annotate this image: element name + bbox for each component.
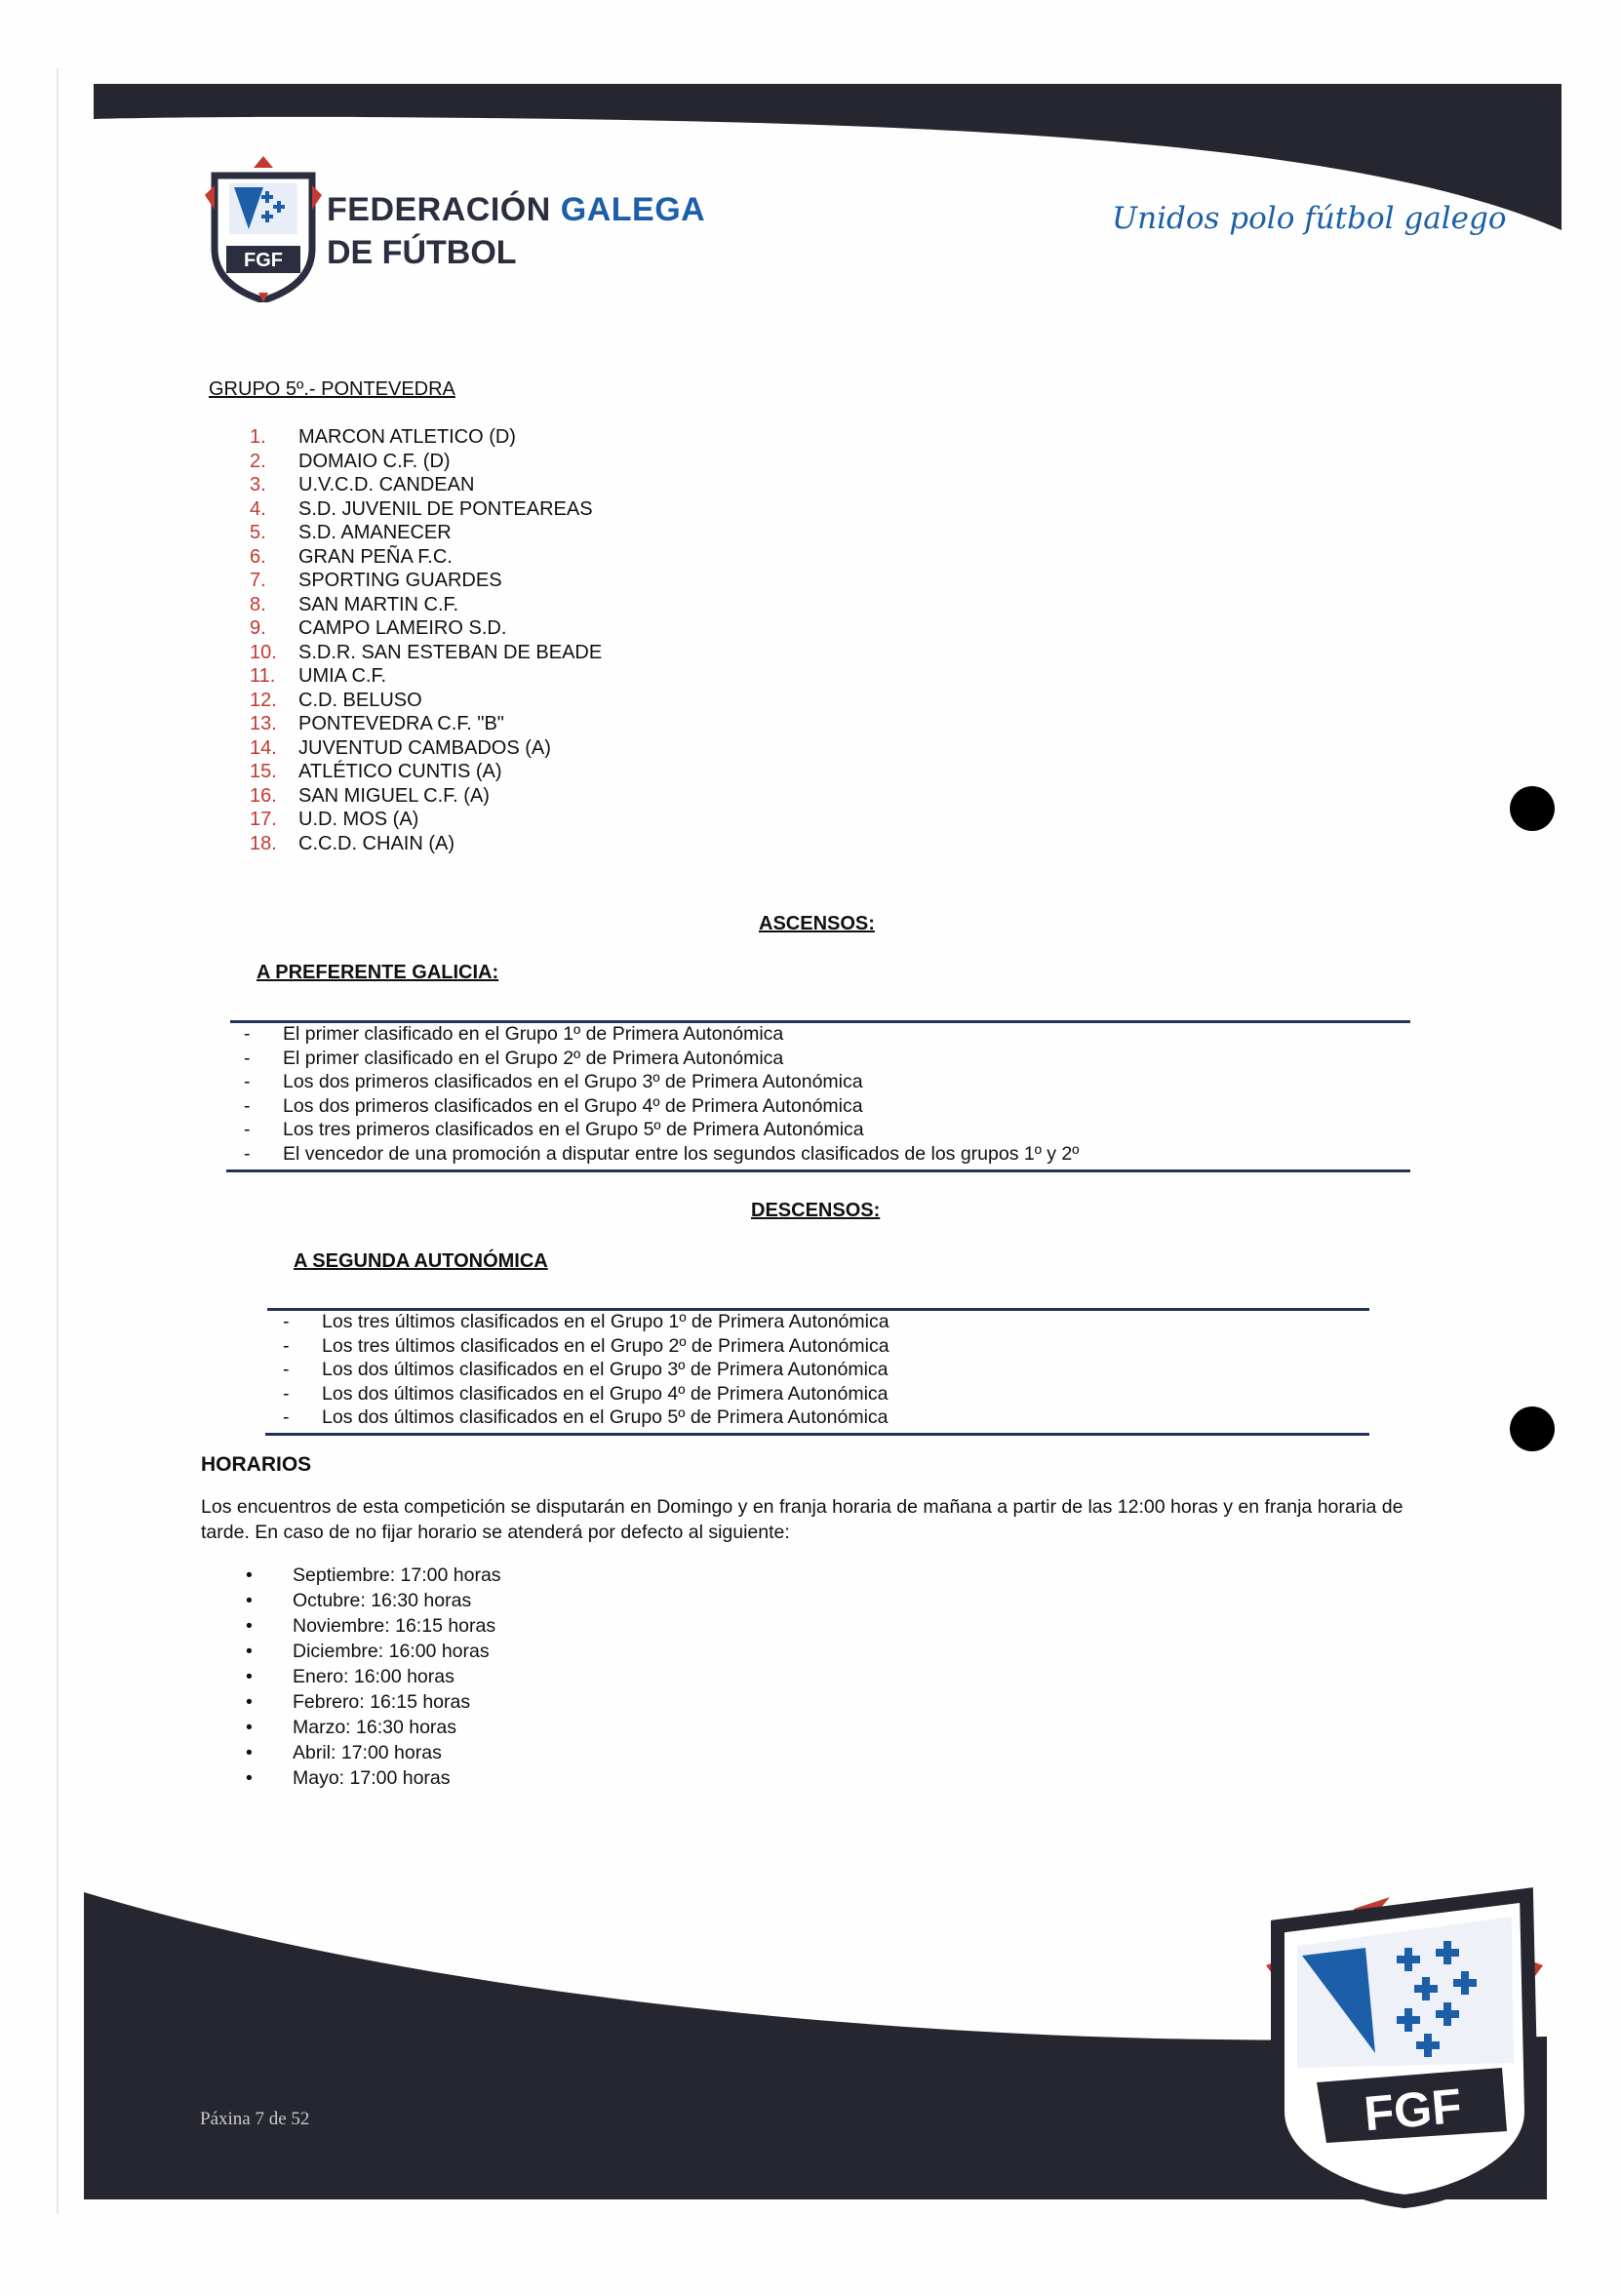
descenso-text: Los dos últimos clasificados en el Grupo 4º de Primera Autonómica — [322, 1382, 889, 1405]
dash-marker: - — [283, 1311, 290, 1332]
descenso-item — [283, 1310, 890, 1334]
horarios-paragraph: Los encuentros de esta competición se disputarán en Domingo y en franja horaria de mañana a partir de las 12:00 horas y en franja horaria de tarde. En caso de no fijar horario se atenderá por defecto al siguiente: — [201, 1496, 1404, 1543]
team-row — [250, 784, 602, 809]
bullet-marker: • — [246, 1666, 253, 1687]
team-name: JUVENTUD CAMBADOS (A) — [298, 736, 551, 759]
horario-item — [246, 1740, 501, 1765]
team-name: MARCON ATLETICO (D) — [298, 426, 516, 448]
brand-word-federacion: FEDERACIÓN — [327, 191, 551, 228]
ascensos-bottom-rule — [226, 1169, 1410, 1172]
brand-name-line1 — [327, 193, 705, 226]
horario-text: Mayo: 17:00 horas — [293, 1767, 451, 1789]
dash-marker: - — [244, 1094, 251, 1117]
team-number: 15. — [250, 761, 277, 782]
team-name: SPORTING GUARDES — [298, 570, 502, 591]
slogan: Unidos polo fútbol galego — [1112, 201, 1507, 236]
team-number: 18. — [250, 832, 277, 854]
bullet-marker: • — [246, 1564, 253, 1586]
team-row — [250, 712, 602, 736]
team-row — [250, 545, 602, 570]
dash-marker: - — [283, 1382, 290, 1405]
ascenso-text: El primer clasificado en el Grupo 1º de Primera Autonómica — [283, 1023, 784, 1045]
fgf-logo-small — [205, 156, 322, 302]
brand-name-line2: DE FÚTBOL — [327, 234, 517, 271]
dash-marker: - — [283, 1359, 290, 1380]
dash-marker: - — [283, 1406, 290, 1428]
team-name: C.D. BELUSO — [298, 689, 422, 711]
team-name: PONTEVEDRA C.F. "B" — [298, 713, 504, 734]
team-name: SAN MARTIN C.F. — [298, 593, 459, 615]
bullet-marker: • — [246, 1742, 253, 1763]
team-number: 9. — [250, 617, 266, 639]
dash-marker: - — [244, 1142, 251, 1165]
bullet-marker: • — [246, 1691, 253, 1713]
team-number: 11. — [250, 665, 276, 687]
bullet-marker: • — [246, 1767, 253, 1789]
page-edge — [57, 68, 59, 2214]
horario-text: Enero: 16:00 horas — [293, 1666, 455, 1687]
ascenso-text: El vencedor de una promoción a disputar entre los segundos clasificados de los grupos 1º y 2º — [283, 1142, 1080, 1165]
horario-text: Noviembre: 16:15 horas — [293, 1615, 496, 1637]
dash-marker: - — [244, 1023, 251, 1045]
ascensos-subtitle: A PREFERENTE GALICIA: — [257, 962, 499, 983]
team-row — [250, 641, 602, 665]
horario-item — [246, 1715, 501, 1740]
dash-marker: - — [244, 1047, 251, 1069]
ascensos-list — [244, 1022, 1079, 1166]
dash-marker: - — [283, 1334, 290, 1357]
team-row — [250, 425, 602, 450]
descensos-title: DESCENSOS: — [751, 1200, 881, 1221]
team-row — [250, 497, 602, 522]
page-number: Páxina 7 de 52 — [200, 2109, 310, 2129]
team-name: CAMPO LAMEIRO S.D. — [298, 617, 507, 639]
horarios-title: HORARIOS — [201, 1453, 312, 1476]
ascenso-text: Los dos primeros clasificados en el Grupo 3º de Primera Autonómica — [283, 1071, 863, 1092]
descenso-text: Los tres últimos clasificados en el Grupo 1º de Primera Autonómica — [322, 1311, 890, 1332]
team-row — [250, 808, 602, 832]
punch-hole-bottom — [1510, 1406, 1555, 1451]
team-name: S.D. JUVENIL DE PONTEAREAS — [298, 497, 593, 520]
team-row — [250, 521, 602, 545]
ascenso-item — [244, 1047, 1079, 1071]
bullet-marker: • — [246, 1641, 253, 1662]
team-number: 3. — [250, 474, 266, 495]
team-row — [250, 736, 602, 761]
descensos-subtitle: A SEGUNDA AUTONÓMICA — [294, 1250, 548, 1272]
team-number: 7. — [250, 570, 266, 591]
fgf-logo-large — [1258, 1887, 1551, 2209]
team-name: U.D. MOS (A) — [298, 809, 419, 830]
ascenso-item — [244, 1094, 1079, 1119]
ascensos-title: ASCENSOS: — [759, 913, 875, 934]
team-row — [250, 569, 602, 593]
descenso-item — [283, 1405, 890, 1430]
descenso-text: Los tres últimos clasificados en el Grupo 2º de Primera Autonómica — [322, 1334, 890, 1357]
team-row — [250, 593, 602, 617]
bullet-marker: • — [246, 1590, 253, 1611]
team-name: ATLÉTICO CUNTIS (A) — [298, 761, 502, 782]
bullet-marker: • — [246, 1717, 253, 1738]
team-number: 16. — [250, 784, 277, 807]
team-name: UMIA C.F. — [298, 665, 387, 687]
team-number: 14. — [250, 736, 277, 759]
ascenso-item — [244, 1118, 1079, 1142]
team-name: SAN MIGUEL C.F. (A) — [298, 784, 490, 807]
dash-marker: - — [244, 1119, 251, 1140]
team-number: 4. — [250, 497, 266, 520]
punch-hole-top — [1510, 786, 1555, 831]
team-number: 2. — [250, 450, 266, 472]
team-row — [250, 760, 602, 784]
descensos-list — [283, 1310, 890, 1430]
bullet-marker: • — [246, 1615, 253, 1637]
descenso-item — [283, 1334, 890, 1359]
horario-text: Abril: 17:00 horas — [293, 1742, 442, 1763]
descensos-bottom-rule — [265, 1433, 1369, 1436]
ascenso-item — [244, 1142, 1079, 1167]
horario-text: Diciembre: 16:00 horas — [293, 1641, 490, 1662]
team-row — [250, 473, 602, 497]
team-name: S.D. AMANECER — [298, 522, 452, 543]
team-row — [250, 664, 602, 689]
team-name: S.D.R. SAN ESTEBAN DE BEADE — [298, 641, 603, 663]
team-list — [250, 425, 602, 855]
horario-item — [246, 1613, 501, 1639]
svg-text:FGF: FGF — [1362, 2078, 1464, 2142]
horarios-list — [246, 1563, 501, 1791]
team-number: 6. — [250, 545, 266, 568]
team-name: DOMAIO C.F. (D) — [298, 450, 451, 472]
horario-text: Octubre: 16:30 horas — [293, 1590, 472, 1611]
team-number: 10. — [250, 641, 277, 663]
descenso-text: Los dos últimos clasificados en el Grupo 5º de Primera Autonómica — [322, 1406, 889, 1428]
team-number: 17. — [250, 809, 277, 830]
svg-text:FGF: FGF — [244, 250, 283, 271]
team-number: 12. — [250, 689, 277, 711]
ascenso-item — [244, 1070, 1079, 1094]
team-row — [250, 450, 602, 474]
horario-item — [246, 1664, 501, 1689]
ascenso-text: El primer clasificado en el Grupo 2º de Primera Autonómica — [283, 1047, 784, 1069]
horario-item — [246, 1563, 501, 1588]
descenso-item — [283, 1382, 890, 1406]
horario-item — [246, 1588, 501, 1613]
team-row — [250, 689, 602, 713]
team-name: C.C.D. CHAIN (A) — [298, 832, 455, 854]
horario-item — [246, 1639, 501, 1664]
ascenso-text: Los tres primeros clasificados en el Grupo 5º de Primera Autonómica — [283, 1119, 864, 1140]
ascenso-text: Los dos primeros clasificados en el Grupo 4º de Primera Autonómica — [283, 1094, 863, 1117]
team-number: 5. — [250, 522, 266, 543]
horario-text: Marzo: 16:30 horas — [293, 1717, 457, 1738]
team-row — [250, 832, 602, 856]
horario-text: Febrero: 16:15 horas — [293, 1691, 471, 1713]
team-name: U.V.C.D. CANDEAN — [298, 474, 475, 495]
team-number: 1. — [250, 426, 266, 448]
dash-marker: - — [244, 1071, 251, 1092]
horario-item — [246, 1765, 501, 1791]
horario-item — [246, 1689, 501, 1715]
team-number: 13. — [250, 713, 277, 734]
ascenso-item — [244, 1022, 1079, 1047]
descenso-text: Los dos últimos clasificados en el Grupo 3º de Primera Autonómica — [322, 1359, 889, 1380]
team-number: 8. — [250, 593, 266, 615]
horario-text: Septiembre: 17:00 horas — [293, 1564, 501, 1586]
descenso-item — [283, 1358, 890, 1382]
team-row — [250, 616, 602, 641]
team-name: GRAN PEÑA F.C. — [298, 545, 453, 568]
group-title: GRUPO 5º.- PONTEVEDRA — [209, 378, 455, 400]
brand-word-galega: GALEGA — [560, 191, 706, 228]
